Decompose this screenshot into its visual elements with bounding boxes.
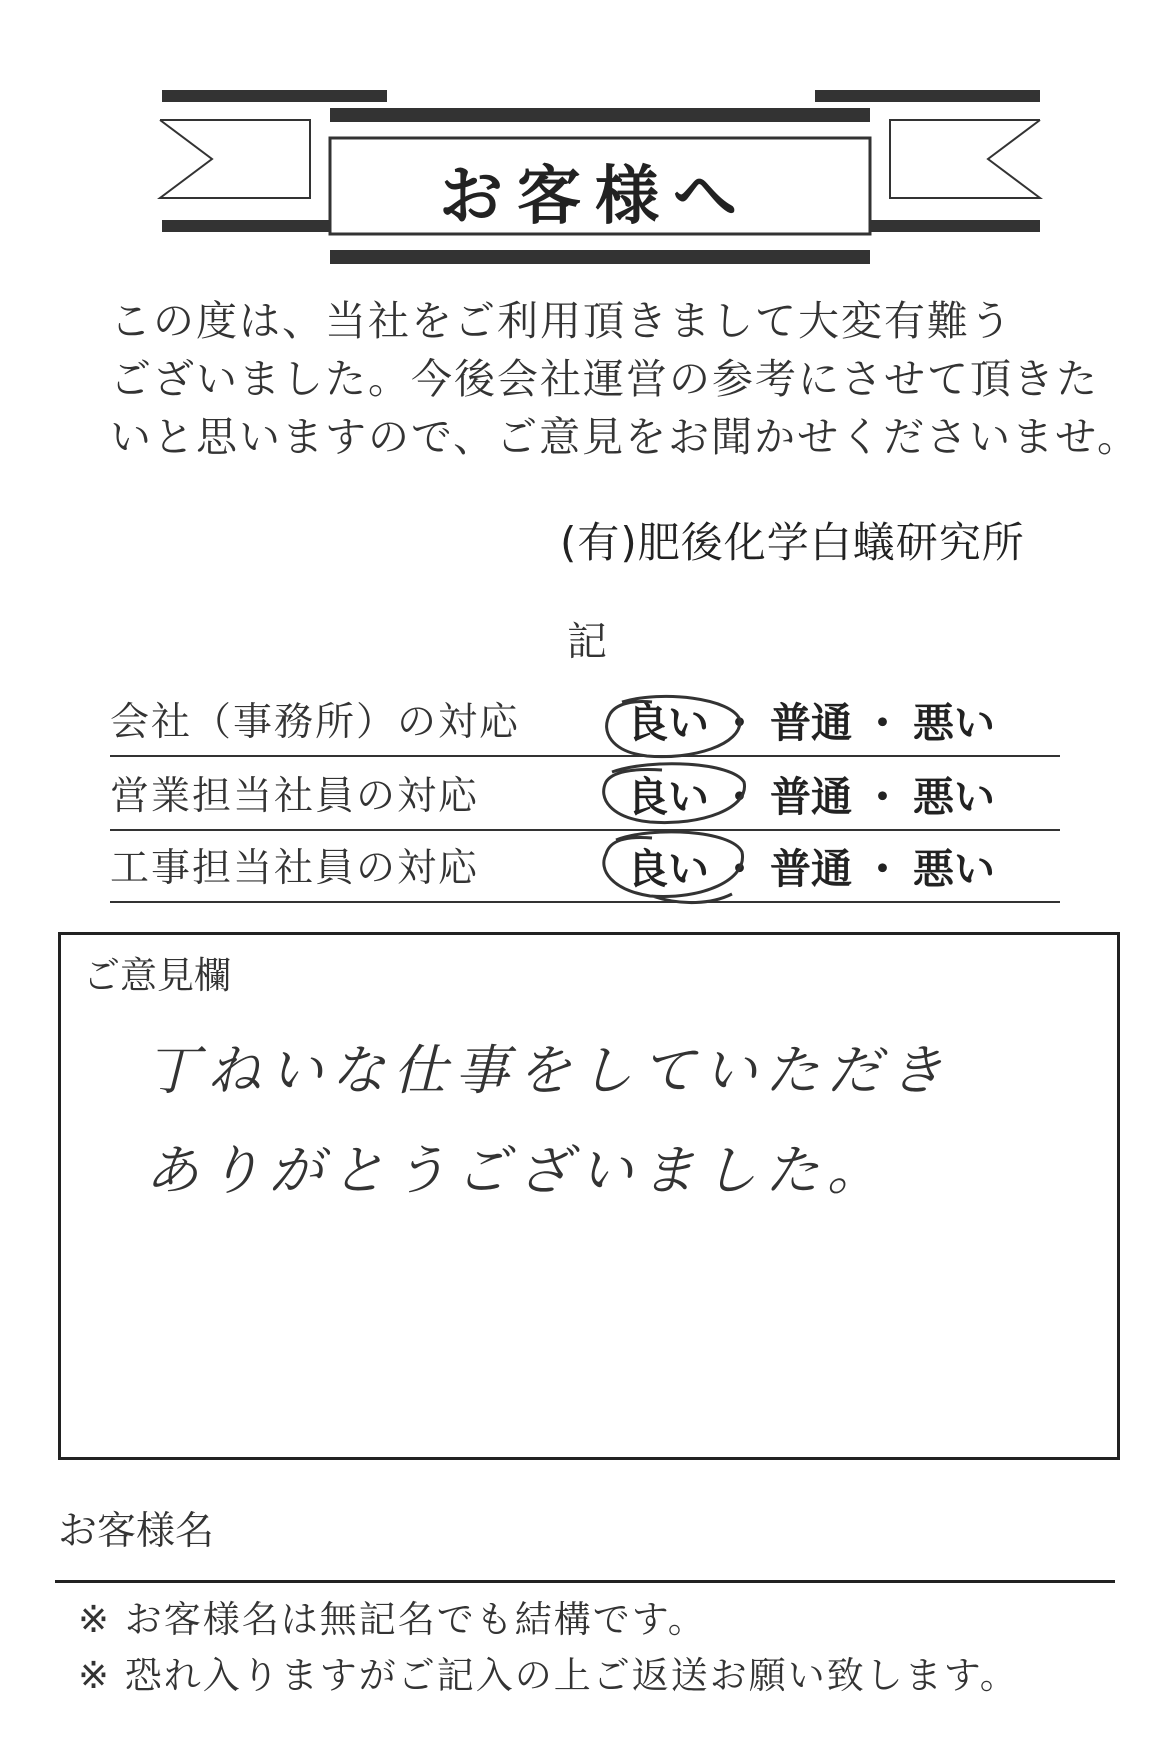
option-separator: ・ xyxy=(719,845,760,893)
rating-label: 会社（事務所）の対応 xyxy=(110,700,521,745)
option-bad[interactable]: 悪い xyxy=(913,845,995,893)
option-bad[interactable]: 悪い xyxy=(913,699,995,747)
banner-title: お客様へ xyxy=(439,159,751,234)
rating-row-sales xyxy=(110,757,1060,831)
selection-circles xyxy=(592,690,772,940)
footer-notes xyxy=(78,1592,1019,1704)
selection-circle-office xyxy=(607,696,740,756)
comment-handwriting-line: ありがとうございました。 xyxy=(145,1139,889,1202)
rating-label: 工事担当社員の対応 xyxy=(110,846,480,891)
option-good[interactable]: 良い xyxy=(627,773,709,821)
selection-circle-sales xyxy=(604,764,745,823)
comment-handwriting-line: 丁ねいな仕事をしていただき xyxy=(145,1039,951,1102)
intro-line: いと思いますので、ご意見をお聞かせくださいませ。 xyxy=(110,413,1140,461)
intro-line: ございました。今後会社運営の参考にさせて頂きた xyxy=(110,355,1099,403)
option-separator: ・ xyxy=(862,773,903,821)
note-line: ※ お客様名は無記名でも結構です。 xyxy=(78,1598,707,1641)
comment-label: ご意見欄 xyxy=(83,954,231,997)
option-separator: ・ xyxy=(719,699,760,747)
option-separator: ・ xyxy=(862,845,903,893)
option-bad[interactable]: 悪い xyxy=(913,773,995,821)
option-good[interactable]: 良い xyxy=(627,699,709,747)
option-good[interactable]: 良い xyxy=(627,845,709,893)
rating-row-office xyxy=(110,683,1060,757)
customer-name-label: お客様名 xyxy=(58,1509,215,1554)
rating-row-construction xyxy=(110,829,1060,903)
customer-name-line[interactable] xyxy=(55,1580,1115,1583)
option-normal[interactable]: 普通 xyxy=(770,699,852,747)
company-name: (有)肥後化学白蟻研究所 xyxy=(560,518,1025,567)
intro-paragraph xyxy=(110,292,1140,466)
option-normal[interactable]: 普通 xyxy=(770,773,852,821)
intro-line: この度は、当社をご利用頂きまして大変有難う xyxy=(110,297,1013,345)
ki-heading: 記 xyxy=(567,619,607,665)
selection-circle-construction xyxy=(604,832,743,903)
option-separator: ・ xyxy=(862,699,903,747)
option-separator: ・ xyxy=(719,773,760,821)
rating-label: 営業担当社員の対応 xyxy=(110,774,480,819)
note-line: ※ 恐れ入りますがご記入の上ご返送お願い致します。 xyxy=(78,1654,1019,1697)
option-normal[interactable]: 普通 xyxy=(770,845,852,893)
